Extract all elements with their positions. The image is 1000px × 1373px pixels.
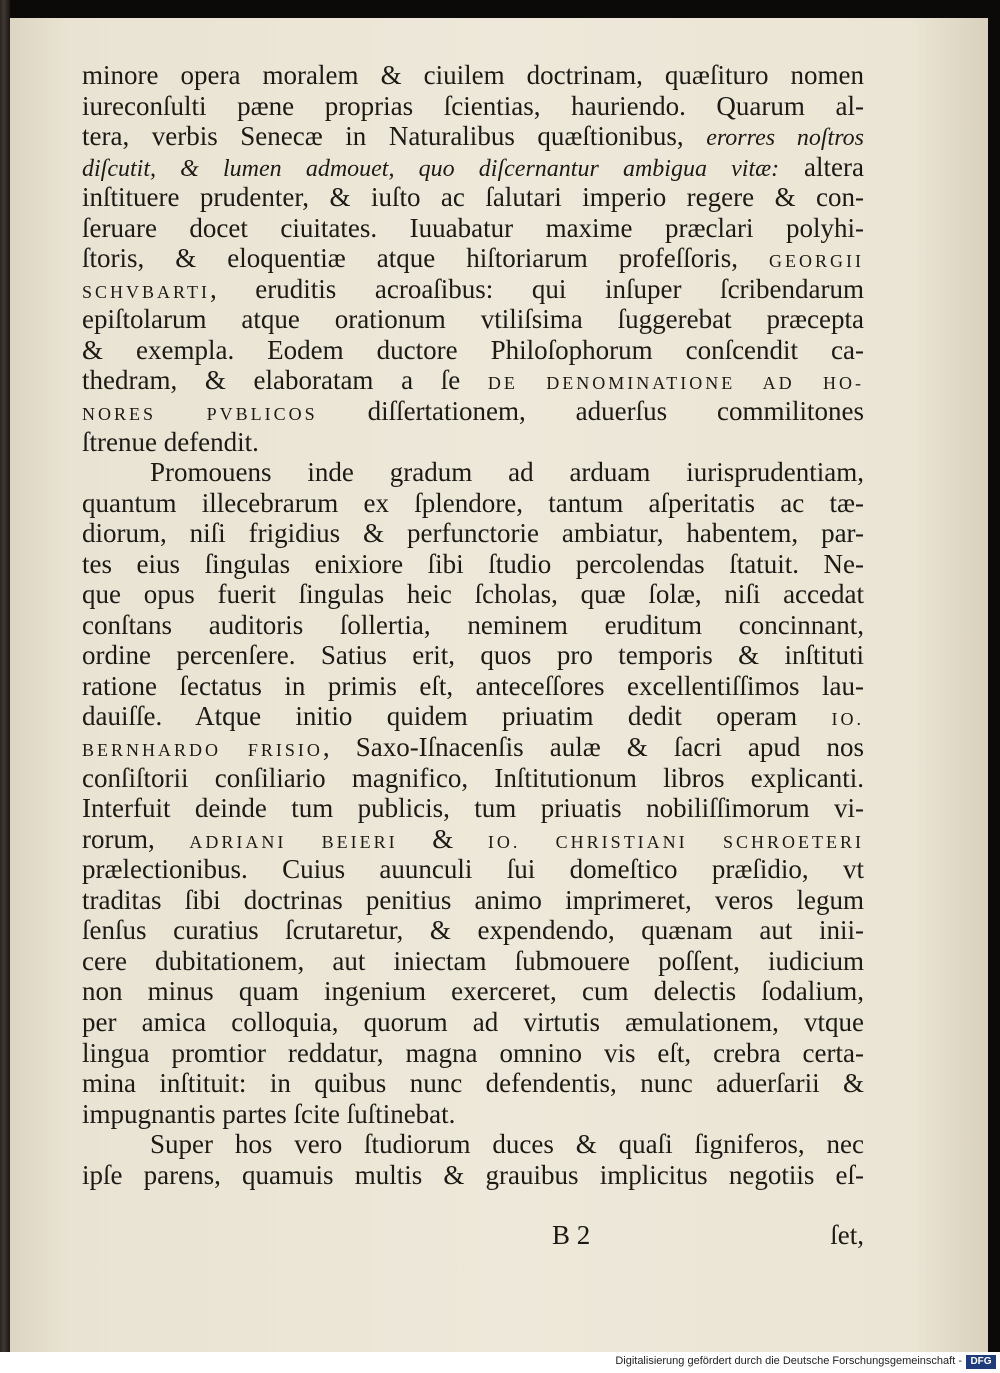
text-run: tera, verbis Senecæ in Naturalibus quæſtionibus,	[82, 121, 707, 152]
text-run: minore opera moralem & ciuilem doctrinam, quæſituro nomen	[82, 60, 864, 90]
text-run: que opus fuerit ſingulas heic ſcholas, quæ ſolæ, niſi accedat	[82, 579, 864, 610]
text-run: rorum,	[82, 823, 190, 854]
funding-credit: Digitalisierung gefördert durch die Deutsche Forschungsgemeinschaft -	[615, 1355, 962, 1367]
text-run: Super hos vero ſtudiorum duces & quaſi ſigniferos, nec	[150, 1129, 864, 1160]
text-run: altera	[779, 151, 864, 182]
signature-mark: B 2	[552, 1220, 591, 1250]
text-run: impugnantis partes ſcite ſuſtinebat.	[82, 1098, 456, 1129]
text-run: mina inſtituit: in quibus nunc defendentis, nunc aduerſarii &	[82, 1068, 864, 1099]
text-run: inſtituere prudenter, & iuſto ac ſalutari imperio regere & con-	[82, 182, 864, 213]
text-line	[82, 1038, 864, 1069]
dfg-logo: DFG	[966, 1355, 996, 1369]
text-run: ordine percenſere. Satius erit, quos pro temporis & inſtituti	[82, 640, 864, 671]
text-line	[82, 1160, 864, 1191]
text-line	[82, 732, 864, 763]
text-line	[82, 457, 864, 488]
text-line	[82, 365, 864, 396]
text-run: ſenſus curatius ſcrutaretur, & expendendo, quænam aut inii-	[82, 915, 864, 946]
text-line	[82, 121, 864, 152]
text-line	[82, 488, 864, 519]
text-line	[82, 610, 864, 641]
small-caps-name: BERNHARDO FRISIO	[82, 740, 323, 761]
text-run: quantum illecebrarum ex ſplendore, tantum aſperitatis ac tæ-	[82, 487, 864, 518]
text-run: diſſertationem, aduerſus commilitones	[317, 396, 864, 427]
text-run: , Saxo-Iſnacenſis aulæ & ſacri apud nos	[322, 732, 864, 763]
text-line	[82, 1129, 864, 1160]
text-line	[82, 854, 864, 885]
text-line	[82, 915, 864, 946]
text-line	[82, 182, 864, 213]
text-line	[82, 396, 864, 427]
italic-quote: erorres noſtros	[706, 125, 864, 152]
text-run: tes eius ſingulas enixiore ſibi ſtudio percolendas ſtatuit. Ne-	[82, 548, 864, 579]
text-line	[82, 824, 864, 855]
text-run: iureconſulti pæne proprias ſcientias, hauriendo. Quarum al-	[82, 90, 864, 121]
text-line	[82, 427, 864, 458]
small-caps-name: DE DENOMINATIONE AD HO-	[487, 373, 864, 394]
text-run: per amica colloquia, quorum ad virtutis æmulationem, vtque	[82, 1006, 864, 1037]
text-run: ſtoris, & eloquentiæ atque hiſtoriarum profeſſoris,	[82, 243, 769, 274]
text-line	[82, 335, 864, 366]
text-line	[82, 213, 864, 244]
text-line	[82, 885, 864, 916]
small-caps-name: SCHVBARTI	[82, 281, 210, 302]
small-caps-name: ADRIANI BEIERI	[189, 831, 398, 852]
text-line	[82, 1007, 864, 1038]
text-run: prælectionibus. Cuius auunculi ſui domeſtico præſidio, vt	[82, 854, 864, 885]
page-edge	[0, 0, 10, 1352]
text-line	[82, 976, 864, 1007]
text-run: cere dubitationem, aut iniectam ſubmouere poſſent, iudicium	[82, 945, 864, 976]
text-line	[82, 549, 864, 580]
page-footer	[82, 1218, 864, 1252]
text-line	[82, 304, 864, 335]
text-line	[82, 91, 864, 122]
small-caps-name: NORES PVBLICOS	[82, 404, 318, 425]
text-run: Promouens inde gradum ad arduam iurisprudentiam,	[150, 457, 864, 488]
body-text	[82, 60, 864, 1190]
text-run: &	[397, 823, 488, 854]
text-run: traditas ſibi doctrinas penitius animo imprimeret, veros legum	[82, 884, 864, 915]
text-line	[82, 1068, 864, 1099]
text-run: epiſtolarum atque orationum vtiliſsima ſuggerebat præcepta	[82, 304, 864, 335]
text-run: dauiſſe. Atque initio quidem priuatim dedit operam	[82, 701, 832, 732]
text-run: ipſe parens, quamuis multis & grauibus implicitus negotiis eſ-	[82, 1159, 864, 1190]
credit-bar	[0, 1352, 1000, 1373]
text-run: conſiſtorii conſiliario magnifico, Inſtitutionum libros explicanti.	[82, 762, 864, 793]
text-run: non minus quam ingenium exerceret, cum delectis ſodalium,	[82, 976, 864, 1007]
text-line	[82, 946, 864, 977]
text-run: lingua promtior reddatur, magna omnino vis eſt, crebra certa-	[82, 1037, 864, 1068]
text-line	[82, 243, 864, 274]
text-line	[82, 671, 864, 702]
text-run: & exempla. Eodem ductore Philoſophorum conſcendit ca-	[82, 334, 864, 365]
text-run: , eruditis acroaſibus: qui inſuper ſcribendarum	[209, 273, 864, 304]
small-caps-name: IO. CHRISTIANI SCHROETERI	[487, 831, 865, 852]
text-run: ſtrenue defendit.	[82, 426, 259, 457]
text-line	[82, 763, 864, 794]
text-run: conſtans auditoris ſollertia, neminem eruditum concinnant,	[82, 609, 864, 640]
text-run: ratione ſectatus in primis eſt, anteceſſores excellentiſſimos lau-	[82, 670, 864, 701]
text-line	[82, 579, 864, 610]
text-run: diorum, niſi frigidius & perfunctorie ambiatur, habentem, par-	[82, 518, 864, 549]
text-line	[82, 793, 864, 824]
text-line	[82, 152, 864, 183]
text-line	[82, 60, 864, 91]
page-paper	[10, 18, 988, 1352]
italic-quote: diſcutit, & lumen admouet, quo diſcernantur ambigua vitæ:	[82, 155, 780, 182]
catchword: ſet,	[830, 1220, 864, 1250]
text-run: Interfuit deinde tum publicis, tum priuatis nobiliſſimorum vi-	[82, 793, 864, 824]
text-line	[82, 518, 864, 549]
small-caps-name: GEORGII	[769, 251, 864, 272]
text-line	[82, 1099, 864, 1130]
text-run: ſeruare docet ciuitates. Iuuabatur maxime præclari polyhi-	[82, 212, 864, 243]
text-run: thedram, & elaboratam a ſe	[82, 365, 488, 396]
text-line	[82, 701, 864, 732]
small-caps-name: IO.	[831, 709, 864, 730]
text-line	[82, 640, 864, 671]
text-line	[82, 274, 864, 305]
